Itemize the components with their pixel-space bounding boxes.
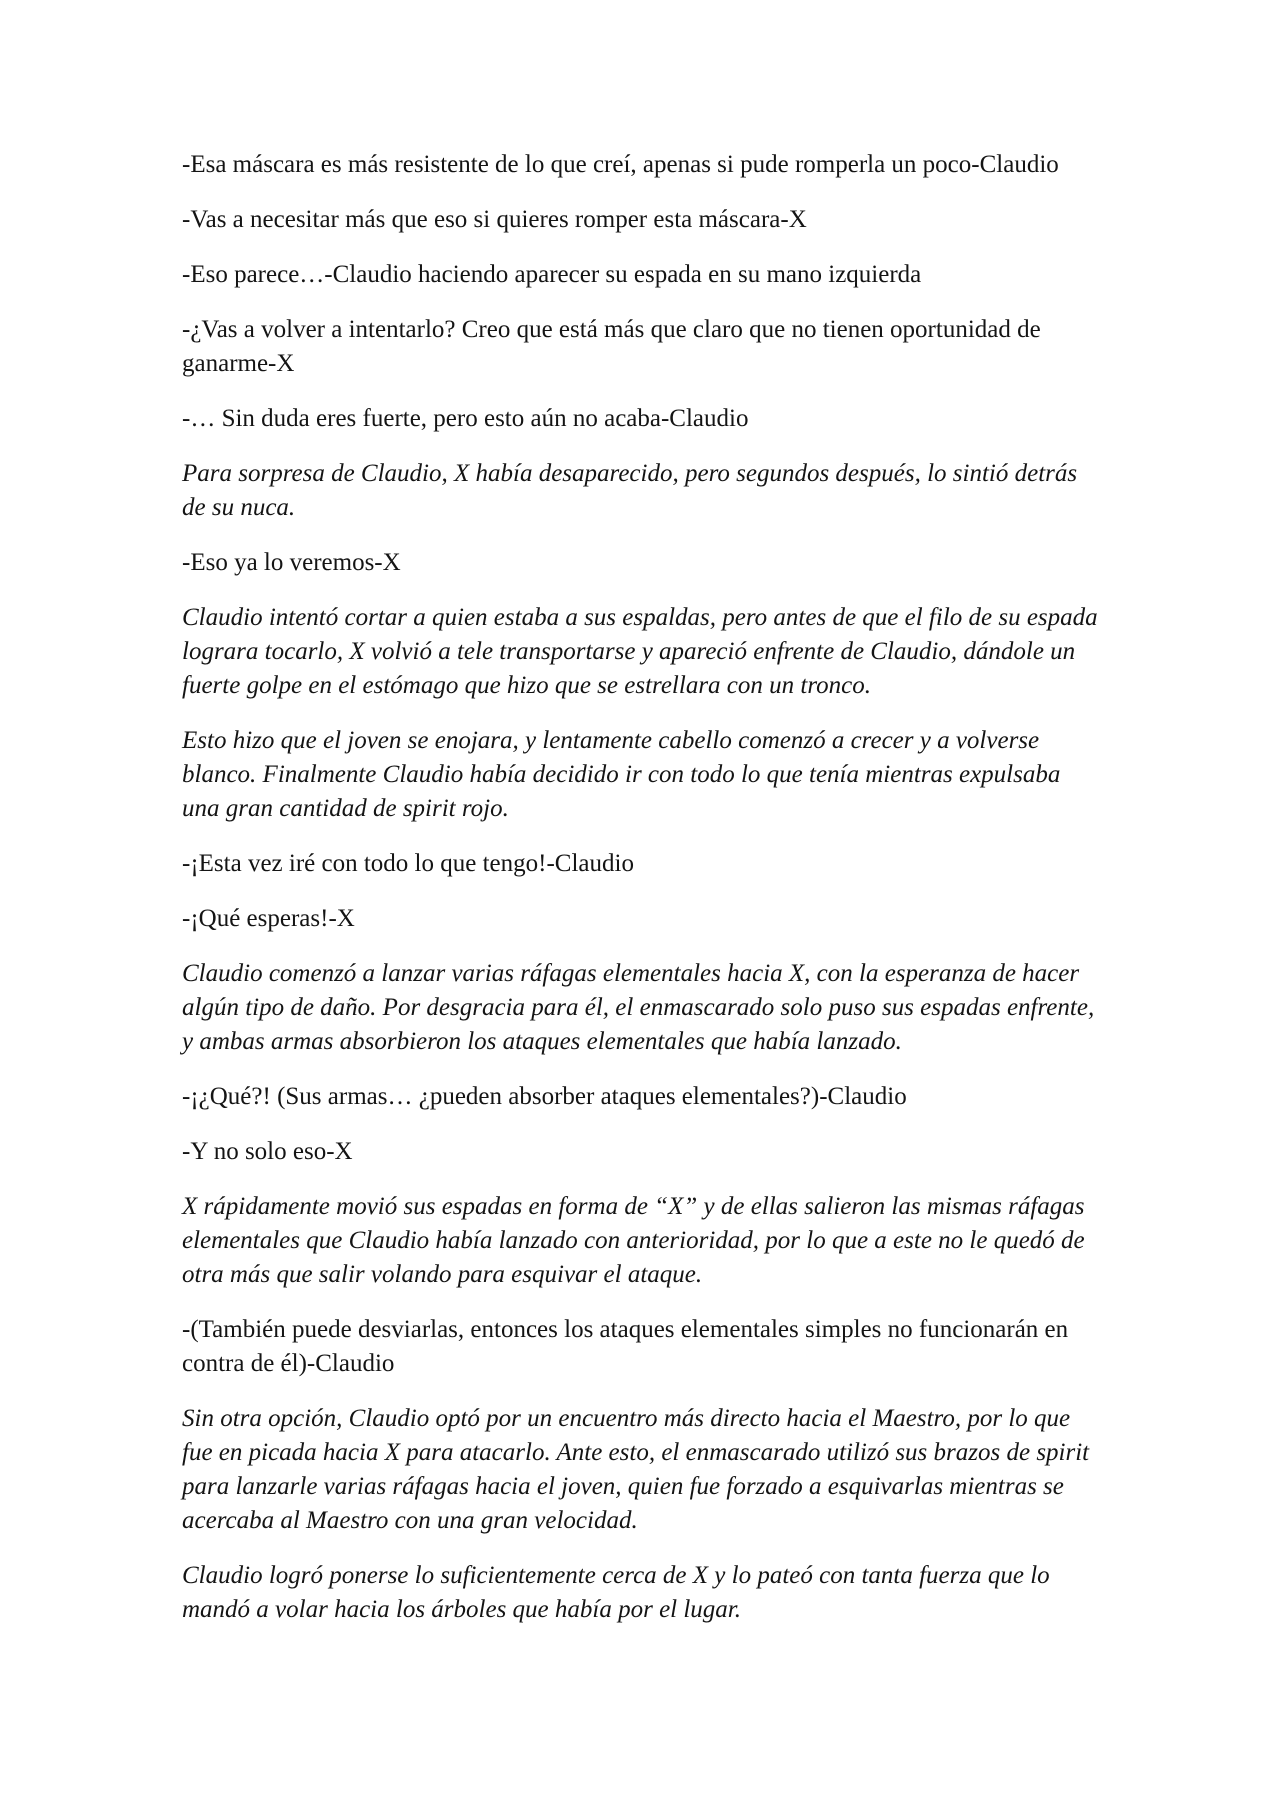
paragraph-narration: Claudio logró ponerse lo suficientemente cerca de X y lo pateó con tanta fuerza que lo mandó a volar hacia los árboles que había por el lugar. [182, 1562, 1050, 1623]
paragraph-dialogue: -¡Esta vez iré con todo lo que tengo!-Claudio [182, 850, 634, 877]
paragraph-dialogue: -Y no solo eso-X [182, 1138, 353, 1165]
paragraph-narration: Sin otra opción, Claudio optó por un encuentro más directo hacia el Maestro, por lo que fue en picada hacia X para atacarlo. Ante esto, el enmascarado utilizó sus brazos de spirit para lanzarle varias ráfagas hacia el joven, quien fue forzado a esquivarlas mientras se acercaba al Maestro con una gran velocidad. [182, 1405, 1090, 1534]
paragraph-dialogue: -Vas a necesitar más que eso si quieres romper esta máscara-X [182, 206, 807, 233]
paragraph-dialogue: -¡Qué esperas!-X [182, 905, 355, 932]
paragraph-narration: Esto hizo que el joven se enojara, y lentamente cabello comenzó a crecer y a volverse blanco. Finalmente Claudio había decidido ir con todo lo que tenía mientras expulsaba una gran cantidad de spirit rojo. [182, 727, 1061, 822]
paragraph-dialogue: -Eso ya lo veremos-X [182, 549, 401, 576]
paragraph-dialogue: -Esa máscara es más resistente de lo que creí, apenas si pude romperla un poco-Claudio [182, 151, 1059, 178]
paragraph-dialogue: -Eso parece…-Claudio haciendo aparecer su espada en su mano izquierda [182, 261, 922, 288]
paragraph-dialogue: -(También puede desviarlas, entonces los ataques elementales simples no funcionarán en contra de él)-Claudio [182, 1316, 1069, 1377]
paragraph-narration: Claudio intentó cortar a quien estaba a sus espaldas, pero antes de que el filo de su espada lograra tocarlo, X volvió a tele transportarse y apareció enfrente de Claudio, dándole un fuerte golpe en el estómago que hizo que se estrellara con un tronco. [182, 604, 1098, 699]
document-page [182, 148, 1098, 1648]
paragraph-dialogue: -¡¿Qué?! (Sus armas… ¿pueden absorber ataques elementales?)-Claudio [182, 1083, 907, 1110]
paragraph-dialogue: -¿Vas a volver a intentarlo? Creo que está más que claro que no tienen oportunidad de ganarme-X [182, 316, 1041, 377]
paragraph-narration: X rápidamente movió sus espadas en forma de “X” y de ellas salieron las mismas ráfagas elementales que Claudio había lanzado con anterioridad, por lo que a este no le quedó de otra más que salir volando para esquivar el ataque. [182, 1193, 1085, 1288]
paragraph-narration: Para sorpresa de Claudio, X había desaparecido, pero segundos después, lo sintió detrás de su nuca. [182, 460, 1078, 521]
paragraph-narration: Claudio comenzó a lanzar varias ráfagas elementales hacia X, con la esperanza de hacer algún tipo de daño. Por desgracia para él, el enmascarado solo puso sus espadas enfrente, y ambas armas absorbieron los ataques elementales que había lanzado. [182, 960, 1095, 1055]
paragraph-dialogue: -… Sin duda eres fuerte, pero esto aún no acaba-Claudio [182, 405, 749, 432]
